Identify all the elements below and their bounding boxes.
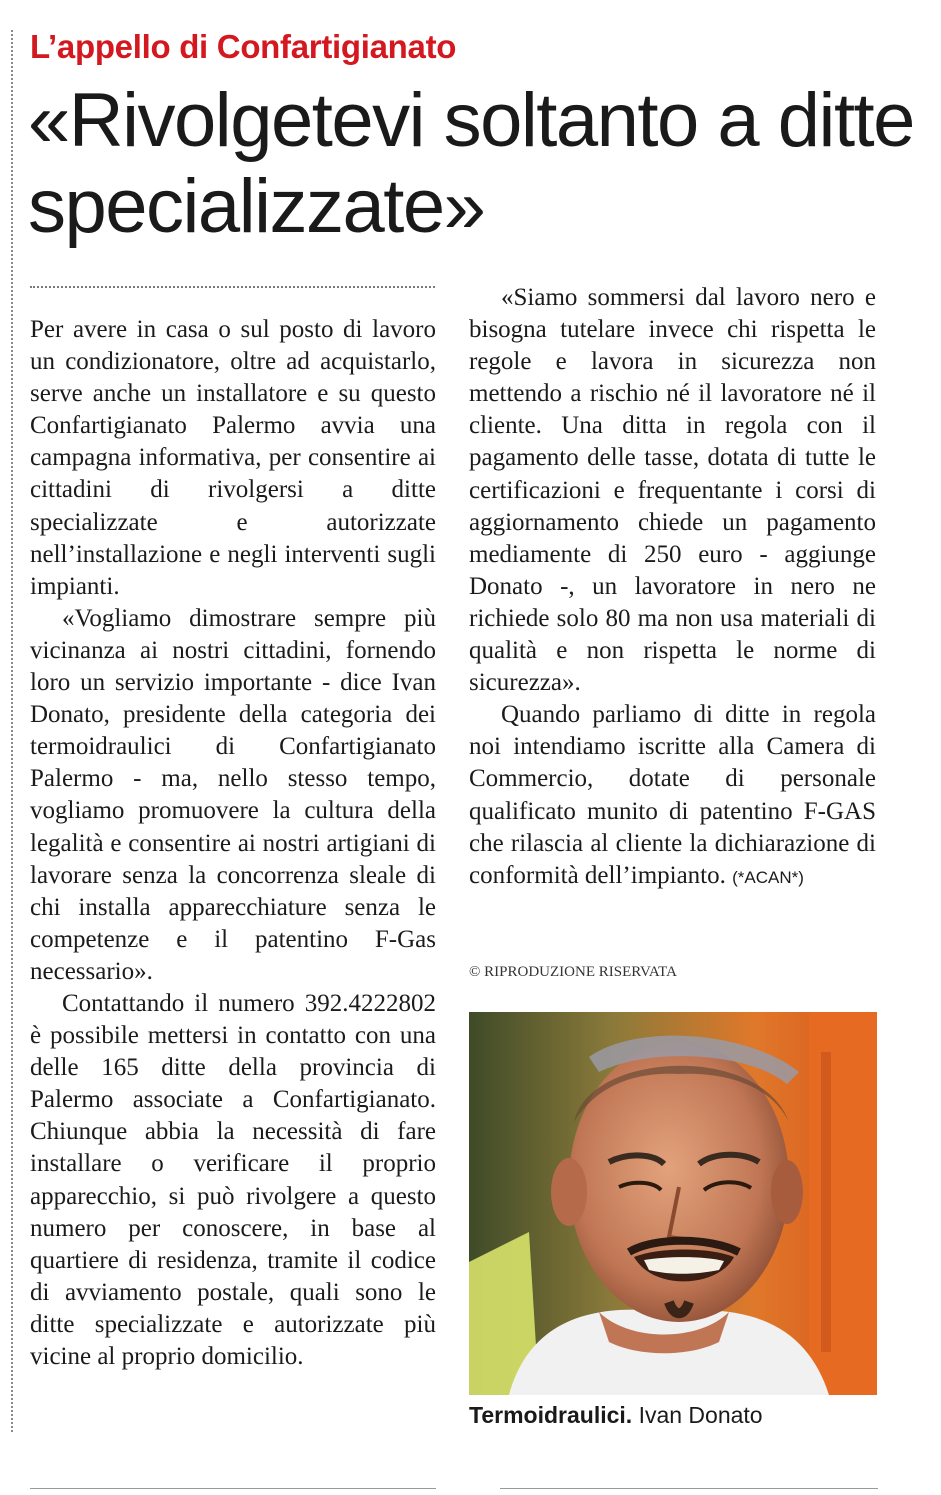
portrait-photo [469, 1012, 877, 1395]
article-kicker: L’appello di Confartigianato [30, 28, 457, 65]
left-paragraph-3: Contattando il numero 392.4222802 è possibile mettersi in contatto con una delle 165 ditte della provincia di Palermo associate a Confartigianato. Chiunque abbia la necessità di fare installare o verificare il proprio apparecchio, si può rivolgere a questo numero per conoscere, in base al quartiere di residenza, tramite il codice di avviamento postale, quali sono le ditte specializzate e autorizzate più vicine al proprio domicilio. [30, 989, 436, 1370]
photo-caption [469, 1402, 763, 1429]
author-credit: (*ACAN*) [732, 867, 804, 887]
article-headline: «Rivolgetevi soltanto a ditte specializzate» [28, 78, 914, 249]
headline-separator [30, 286, 435, 288]
right-paragraph-2 [469, 699, 876, 894]
right-column [469, 282, 876, 894]
left-column [30, 314, 436, 1373]
copyright-notice: © RIPRODUZIONE RISERVATA [469, 964, 677, 980]
caption-text: Ivan Donato [638, 1402, 763, 1428]
bottom-rule-left [30, 1488, 436, 1489]
left-paragraph-2: «Vogliamo dimostrare sempre più vicinanza ai nostri cittadini, fornendo loro un servizio importante - dice Ivan Donato, presidente della categoria dei termoidraulici di Confartigianato Palermo - ma, nello stesso tempo, vogliamo promuovere la cultura della legalità e consentire ai nostri artigiani di lavorare senza la concorrenza sleale di chi installa apparecchiature senza le competenze e il patentino F-Gas necessario». [30, 604, 436, 985]
bottom-rule-right [500, 1488, 878, 1489]
right-paragraph-1: «Siamo sommersi dal lavoro nero e bisogna tutelare invece chi rispetta le regole e lavora in sicurezza non mettendo a rischio né il lavoratore né il cliente. Una ditta in regola con il pagamento delle tasse, dotata di tutte le certificazioni e frequentante i corsi di aggiornamento chiede un pagamento mediamente di 250 euro - aggiunge Donato -, un lavoratore in nero ne richiede solo 80 ma non usa materiali di qualità e non rispetta le norme di sicurezza». [469, 284, 876, 697]
right-paragraph-2-text: Quando parliamo di ditte in regola noi intendiamo iscritte alla Camera di Commercio, dotate di personale qualificato munito di patentino F-GAS che rilascia al cliente la dichiarazione di conformità dell’impianto. [469, 701, 876, 889]
caption-label: Termoidraulici. [469, 1402, 633, 1428]
portrait-photo-icon [469, 1012, 877, 1395]
left-margin-rule [11, 30, 13, 1432]
left-paragraph-1: Per avere in casa o sul posto di lavoro un condizionatore, oltre ad acquistarlo, serve anche un installatore e su questo Confartigianato Palermo avvia una campagna informativa, per consentire ai cittadini di rivolgersi a ditte specializzate e autorizzate nell’installazione e negli interventi sugli impianti. [30, 316, 436, 600]
